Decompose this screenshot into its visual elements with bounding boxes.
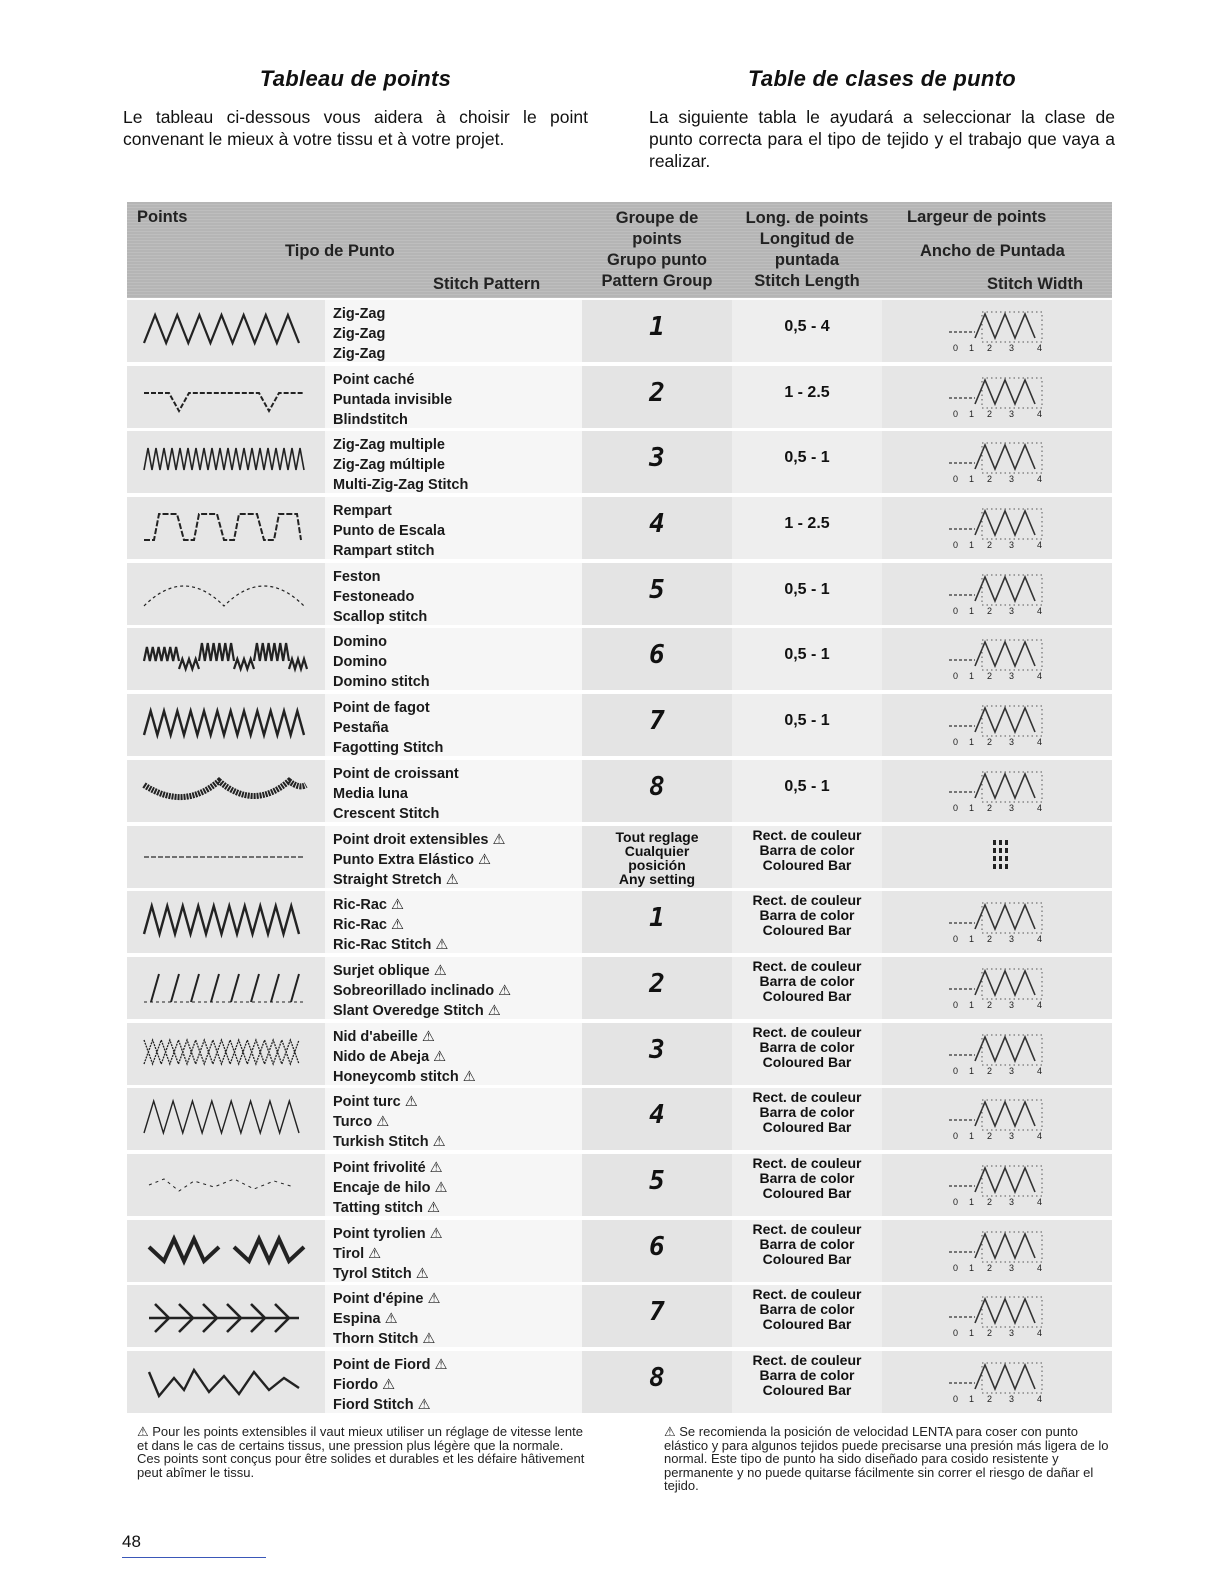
header-group-es: Grupo punto bbox=[607, 251, 707, 269]
pattern-group: 7 bbox=[649, 706, 665, 737]
width-tick-label: 1 bbox=[969, 1196, 975, 1206]
width-tick-label: 3 bbox=[1009, 934, 1015, 944]
stitch-name-fr: Point de croissant bbox=[333, 765, 459, 782]
width-tick-label: 3 bbox=[1009, 737, 1015, 747]
pattern-group: 2 bbox=[649, 377, 665, 408]
stitch-name-fr: Point droit extensibles ⚠ bbox=[333, 831, 506, 848]
stitch-names bbox=[333, 567, 427, 627]
width-tick-label: 4 bbox=[1037, 474, 1043, 484]
stitch-name-en: Rampart stitch bbox=[333, 543, 435, 560]
width-tick-label: 0 bbox=[953, 343, 959, 352]
stitch-length-line: Coloured Bar bbox=[762, 1184, 852, 1201]
multi-zigzag-icon bbox=[139, 438, 309, 482]
stitch-length-line: Barra de color bbox=[759, 1301, 855, 1318]
width-tick-label: 4 bbox=[1037, 1131, 1043, 1141]
stitch-name-es: Puntada invisible bbox=[333, 391, 453, 408]
stitch-names bbox=[333, 830, 506, 890]
stitch-width-diagram-icon bbox=[947, 1096, 1057, 1140]
width-tick-label: 1 bbox=[969, 540, 975, 550]
stitch-length-line: Barra de color bbox=[759, 1169, 855, 1186]
width-tick-label: 0 bbox=[953, 1262, 959, 1272]
stitch-length-line: Rect. de couleur bbox=[752, 1352, 862, 1368]
stitch-length-line: Coloured Bar bbox=[762, 1119, 852, 1136]
blindstitch-icon bbox=[139, 373, 309, 417]
spanish-title: Table de clases de punto bbox=[747, 66, 1016, 91]
header-tipo: Tipo de Punto bbox=[285, 242, 395, 260]
width-tick-label: 4 bbox=[1037, 1328, 1043, 1338]
stitch-name-fr: Zig-Zag multiple bbox=[333, 437, 445, 454]
stitch-length-bar bbox=[732, 893, 882, 938]
stitch-length-line: Coloured Bar bbox=[762, 856, 852, 873]
pattern-group: 6 bbox=[649, 640, 665, 671]
table-row bbox=[127, 561, 1112, 627]
pattern-group: 5 bbox=[649, 1165, 665, 1196]
stitch-length: 0,5 - 1 bbox=[784, 777, 830, 795]
stitch-length-line: Rect. de couleur bbox=[752, 1220, 862, 1237]
crescent-stitch-icon bbox=[139, 767, 309, 811]
stitch-name-fr: Domino bbox=[333, 634, 387, 651]
french-title: Tableau de points bbox=[259, 66, 452, 91]
width-tick-label: 0 bbox=[953, 540, 959, 550]
note-french: ⚠ Pour les points extensibles il vaut mieux utiliser un réglage de vitesse lente et dans le cas de certains tissus, une pression plus légère que la normale. Ces points sont conçus pour être solides et durables et les défaire hâtivement peut abîmer le tissu. bbox=[137, 1424, 585, 1480]
width-tick-label: 3 bbox=[1009, 343, 1015, 352]
width-tick-label: 1 bbox=[969, 802, 975, 812]
width-tick-label: 0 bbox=[953, 474, 959, 484]
table-row bbox=[127, 1218, 1112, 1284]
width-tick-label: 3 bbox=[1009, 474, 1015, 484]
width-tick-label: 1 bbox=[969, 1328, 975, 1338]
stitch-length-line: Coloured Bar bbox=[762, 987, 852, 1004]
stitch-length: 1 - 2.5 bbox=[784, 383, 830, 401]
intro-french bbox=[123, 66, 588, 150]
width-tick-label: 2 bbox=[987, 934, 993, 944]
stitch-length-line: Barra de color bbox=[759, 907, 855, 924]
stitch-width-diagram-icon bbox=[947, 571, 1057, 615]
header-length-es: Longitud de bbox=[759, 230, 855, 248]
stitch-name-fr: Point frivolité ⚠ bbox=[333, 1159, 443, 1176]
pattern-group-any bbox=[582, 830, 732, 886]
width-tick-label: 3 bbox=[1009, 1328, 1015, 1338]
stitch-length-bar bbox=[732, 1025, 882, 1070]
stitch-name-es: Punto Extra Elástico ⚠ bbox=[333, 851, 492, 868]
stitch-length-line: Barra de color bbox=[759, 972, 855, 989]
width-tick-label: 2 bbox=[987, 1328, 993, 1338]
page-number: 48 bbox=[122, 1532, 141, 1551]
width-tick-label: 0 bbox=[953, 737, 959, 747]
table-row bbox=[127, 824, 1112, 890]
pattern-group: 8 bbox=[649, 771, 665, 802]
footer-rule bbox=[122, 1557, 266, 1558]
header-length bbox=[732, 208, 882, 292]
stitch-width-diagram-icon bbox=[947, 1162, 1057, 1206]
stitch-name-es: Encaje de hilo ⚠ bbox=[333, 1179, 448, 1196]
width-tick-label: 0 bbox=[953, 605, 959, 615]
width-tick-label: 1 bbox=[969, 1394, 975, 1403]
stitch-length-line: Coloured Bar bbox=[762, 1382, 852, 1398]
width-tick-label: 3 bbox=[1009, 408, 1015, 418]
width-tick-label: 2 bbox=[987, 802, 993, 812]
turkish-stitch-icon bbox=[139, 1095, 309, 1139]
pattern-group-line: posición bbox=[628, 856, 686, 873]
stitch-name-en: Turkish Stitch ⚠ bbox=[333, 1134, 446, 1151]
table-row bbox=[127, 955, 1112, 1021]
width-tick-label: 2 bbox=[987, 737, 993, 747]
stitch-length-line: Rect. de couleur bbox=[752, 1089, 862, 1106]
stitch-names bbox=[333, 1355, 448, 1415]
table-row bbox=[127, 1152, 1112, 1218]
pattern-group: 3 bbox=[649, 1034, 665, 1065]
stitch-name-fr: Zig-Zag bbox=[333, 306, 386, 322]
width-tick-label: 1 bbox=[969, 343, 975, 352]
width-tick-label: 1 bbox=[969, 1065, 975, 1075]
stitch-width-diagram-icon bbox=[947, 1293, 1057, 1337]
table-row bbox=[127, 364, 1112, 430]
stitch-names bbox=[333, 1027, 476, 1087]
stitch-length-bar bbox=[732, 1287, 882, 1332]
pattern-group: 5 bbox=[649, 574, 665, 605]
thorn-stitch-icon bbox=[139, 1292, 309, 1336]
width-tick-label: 0 bbox=[953, 671, 959, 681]
width-tick-label: 1 bbox=[969, 1262, 975, 1272]
stitch-width-diagram-icon bbox=[947, 636, 1057, 680]
stitch-name-en: Zig-Zag bbox=[333, 346, 386, 362]
stitch-name-en: Slant Overedge Stitch ⚠ bbox=[333, 1002, 501, 1019]
stitch-names bbox=[333, 1289, 440, 1349]
width-tick-label: 2 bbox=[987, 999, 993, 1009]
table-body bbox=[127, 298, 1112, 1415]
width-tick-label: 1 bbox=[969, 934, 975, 944]
width-tick-label: 0 bbox=[953, 1328, 959, 1338]
stitch-width-diagram-icon bbox=[947, 1228, 1057, 1272]
stitch-name-en: Fiord Stitch ⚠ bbox=[333, 1397, 431, 1413]
stitch-length-bar bbox=[732, 959, 882, 1004]
header-group-fr: Groupe de bbox=[615, 209, 699, 227]
stitch-names bbox=[333, 698, 443, 758]
stitch-name-es: Espina ⚠ bbox=[333, 1311, 398, 1328]
width-tick-label: 2 bbox=[987, 408, 993, 418]
width-tick-label: 4 bbox=[1037, 934, 1043, 944]
width-tick-label: 1 bbox=[969, 671, 975, 681]
pattern-group: 1 bbox=[649, 903, 665, 934]
stitch-width-diagram-icon bbox=[947, 702, 1057, 746]
stitch-width-diagram-icon bbox=[947, 1359, 1057, 1403]
straight-stretch-icon bbox=[139, 833, 309, 877]
tyrol-stitch-icon bbox=[139, 1227, 309, 1271]
fagotting-stitch-icon bbox=[139, 701, 309, 745]
stitch-names bbox=[333, 1158, 448, 1218]
stitch-name-es: Turco ⚠ bbox=[333, 1114, 390, 1131]
stitch-length-bar bbox=[732, 1090, 882, 1135]
stitch-name-en: Straight Stretch ⚠ bbox=[333, 871, 459, 888]
table-row bbox=[127, 1086, 1112, 1152]
stitch-width-diagram-icon bbox=[947, 1031, 1057, 1075]
stitch-length-line: Barra de color bbox=[759, 1235, 855, 1252]
stitch-name-es: Domino bbox=[333, 654, 387, 671]
width-tick-label: 4 bbox=[1037, 605, 1043, 615]
stitch-length-bar bbox=[732, 1353, 882, 1398]
width-tick-label: 4 bbox=[1037, 1394, 1043, 1403]
table-row bbox=[127, 626, 1112, 692]
width-tick-label: 2 bbox=[987, 474, 993, 484]
width-tick-label: 1 bbox=[969, 605, 975, 615]
stitch-width-diagram-icon bbox=[947, 899, 1057, 943]
width-tick-label: 2 bbox=[987, 1262, 993, 1272]
stitch-length-line: Barra de color bbox=[759, 1038, 855, 1055]
stitch-length-bar bbox=[732, 1156, 882, 1201]
stitch-name-es: Sobreorillado inclinado ⚠ bbox=[333, 982, 512, 999]
note-spanish: ⚠ Se recomienda la posición de velocidad LENTA para coser con punto elástico y para algunos tejidos puede precisarse una presión más ligera de lo normal. Este tipo de punto ha sido diseñado para cosido resistente y permanente y no puede quitarse fácilmente sin correr el riesgo de dañar el tejido. bbox=[664, 1424, 1109, 1493]
stitch-length: 0,5 - 1 bbox=[784, 449, 830, 467]
width-tick-label: 3 bbox=[1009, 1196, 1015, 1206]
stitch-name-en: Multi-Zig-Zag Stitch bbox=[333, 477, 469, 494]
stitch-name-es: Ric-Rac ⚠ bbox=[333, 917, 405, 934]
width-tick-label: 0 bbox=[953, 999, 959, 1009]
width-tick-label: 0 bbox=[953, 802, 959, 812]
french-intro-text: Le tableau ci-dessous vous aidera à choisir le point convenant le mieux à votre tissu et à votre projet. bbox=[123, 107, 588, 149]
width-tick-label: 2 bbox=[987, 605, 993, 615]
stitch-name-en: Tyrol Stitch ⚠ bbox=[333, 1265, 429, 1282]
width-tick-label: 4 bbox=[1037, 540, 1043, 550]
pattern-group: 4 bbox=[649, 509, 665, 540]
width-tick-label: 4 bbox=[1037, 1196, 1043, 1206]
width-tick-label: 1 bbox=[969, 474, 975, 484]
pattern-group: 6 bbox=[649, 1231, 665, 1262]
table-row bbox=[127, 692, 1112, 758]
header-length-es-2: puntada bbox=[774, 251, 840, 269]
stitch-length-line: Coloured Bar bbox=[762, 1316, 852, 1333]
stitch-length-bar bbox=[732, 828, 882, 873]
width-tick-label: 0 bbox=[953, 934, 959, 944]
tatting-stitch-icon bbox=[139, 1161, 309, 1205]
header-length-en: Stitch Length bbox=[754, 272, 860, 290]
stitch-length-line: Coloured Bar bbox=[762, 922, 852, 939]
width-tick-label: 2 bbox=[987, 1065, 993, 1075]
stitch-name-fr: Point caché bbox=[333, 371, 415, 388]
header-points: Points bbox=[137, 208, 188, 226]
stitch-name-en: Fagotting Stitch bbox=[333, 740, 444, 757]
stitch-length-line: Rect. de couleur bbox=[752, 957, 862, 974]
stitch-table bbox=[127, 202, 1112, 1415]
width-tick-label: 0 bbox=[953, 1131, 959, 1141]
stitch-length: 0,5 - 1 bbox=[784, 712, 830, 730]
stitch-names bbox=[333, 632, 430, 692]
table-row bbox=[127, 758, 1112, 824]
intro-spanish bbox=[649, 66, 1115, 172]
stitch-name-es: Nido de Abeja ⚠ bbox=[333, 1048, 447, 1065]
width-tick-label: 4 bbox=[1037, 671, 1043, 681]
width-tick-label: 3 bbox=[1009, 671, 1015, 681]
width-tick-label: 3 bbox=[1009, 1131, 1015, 1141]
stitch-name-fr: Nid d'abeille ⚠ bbox=[333, 1028, 435, 1045]
width-tick-label: 3 bbox=[1009, 802, 1015, 812]
width-tick-label: 2 bbox=[987, 1196, 993, 1206]
width-tick-label: 2 bbox=[987, 1394, 993, 1403]
stitch-names bbox=[333, 1224, 443, 1284]
ric-rac-icon bbox=[139, 898, 309, 942]
stitch-width-diagram-icon bbox=[947, 505, 1057, 549]
stitch-width-diagram-icon bbox=[947, 374, 1057, 418]
stitch-names bbox=[333, 304, 385, 364]
pattern-group: 3 bbox=[649, 443, 665, 474]
table-row bbox=[127, 495, 1112, 561]
stitch-names bbox=[333, 1092, 446, 1152]
stitch-name-fr: Rempart bbox=[333, 503, 392, 520]
table-row bbox=[127, 1283, 1112, 1349]
table-row bbox=[127, 1349, 1112, 1415]
stitch-name-fr: Point tyrolien ⚠ bbox=[333, 1225, 443, 1242]
header-width-es: Ancho de Puntada bbox=[920, 242, 1065, 260]
stitch-names bbox=[333, 961, 511, 1021]
width-tick-label: 4 bbox=[1037, 1065, 1043, 1075]
width-tick-label: 2 bbox=[987, 671, 993, 681]
width-tick-label: 2 bbox=[987, 1131, 993, 1141]
width-tick-label: 1 bbox=[969, 999, 975, 1009]
stitch-name-fr: Point turc ⚠ bbox=[333, 1094, 418, 1111]
stitch-length-line: Rect. de couleur bbox=[752, 1286, 862, 1303]
stitch-name-fr: Ric-Rac ⚠ bbox=[333, 897, 405, 914]
width-tick-label: 0 bbox=[953, 1196, 959, 1206]
header-stitch-pattern: Stitch Pattern bbox=[433, 275, 541, 293]
stitch-length-line: Coloured Bar bbox=[762, 1250, 852, 1267]
stitch-name-en: Honeycomb stitch ⚠ bbox=[333, 1068, 476, 1085]
width-tick-label: 1 bbox=[969, 737, 975, 747]
stitch-length-line: Rect. de couleur bbox=[752, 826, 862, 843]
stitch-names bbox=[333, 895, 448, 955]
stitch-name-en: Thorn Stitch ⚠ bbox=[333, 1331, 436, 1348]
stitch-length-bar bbox=[732, 1222, 882, 1267]
stitch-name-es: Tirol ⚠ bbox=[333, 1245, 382, 1262]
pattern-group: 8 bbox=[649, 1363, 665, 1393]
stitch-length-line: Rect. de couleur bbox=[752, 892, 862, 909]
table-row bbox=[127, 1021, 1112, 1087]
stitch-name-fr: Point de Fiord ⚠ bbox=[333, 1357, 448, 1373]
spanish-intro-text: La siguiente tabla le ayudará a seleccionar la clase de punto correcta para el tipo de tejido y el trabajo que vaya a realizar. bbox=[649, 107, 1115, 171]
width-tick-label: 0 bbox=[953, 408, 959, 418]
stitch-name-en: Ric-Rac Stitch ⚠ bbox=[333, 937, 449, 954]
stitch-name-en: Scallop stitch bbox=[333, 608, 428, 625]
width-tick-label: 4 bbox=[1037, 1262, 1043, 1272]
stitch-width-bar-icon bbox=[947, 834, 1057, 878]
stitch-length-line: Barra de color bbox=[759, 1104, 855, 1121]
stitch-names bbox=[333, 435, 468, 495]
header-group-fr-2: points bbox=[632, 230, 682, 248]
width-tick-label: 4 bbox=[1037, 343, 1043, 352]
stitch-name-es: Festoneado bbox=[333, 588, 415, 605]
slant-overedge-icon bbox=[139, 964, 309, 1008]
pattern-group-line: Tout reglage bbox=[615, 828, 699, 845]
stitch-name-es: Fiordo ⚠ bbox=[333, 1377, 396, 1393]
width-tick-label: 4 bbox=[1037, 999, 1043, 1009]
stitch-width-diagram-icon bbox=[947, 965, 1057, 1009]
pattern-group: 2 bbox=[649, 968, 665, 999]
stitch-name-fr: Point d'épine ⚠ bbox=[333, 1291, 441, 1308]
header-length-fr: Long. de points bbox=[745, 209, 869, 227]
pattern-group: 4 bbox=[649, 1100, 665, 1131]
stitch-name-en: Crescent Stitch bbox=[333, 805, 440, 822]
width-tick-label: 2 bbox=[987, 540, 993, 550]
width-tick-label: 3 bbox=[1009, 1065, 1015, 1075]
table-row bbox=[127, 298, 1112, 364]
fiord-stitch-icon bbox=[139, 1358, 309, 1402]
stitch-width-diagram-icon bbox=[947, 768, 1057, 812]
width-tick-label: 3 bbox=[1009, 1394, 1015, 1403]
table-header bbox=[127, 202, 1112, 298]
header-group bbox=[582, 208, 732, 292]
stitch-names bbox=[333, 764, 459, 824]
stitch-name-en: Tatting stitch ⚠ bbox=[333, 1199, 440, 1216]
stitch-name-es: Media luna bbox=[333, 785, 408, 802]
stitch-length-line: Coloured Bar bbox=[762, 1053, 852, 1070]
width-tick-label: 4 bbox=[1037, 408, 1043, 418]
header-width-en: Stitch Width bbox=[987, 275, 1084, 293]
stitch-name-es: Zig-Zag bbox=[333, 326, 386, 342]
domino-stitch-icon bbox=[139, 635, 309, 679]
pattern-group: 1 bbox=[649, 312, 665, 342]
width-tick-label: 0 bbox=[953, 1394, 959, 1403]
honeycomb-stitch-icon bbox=[139, 1030, 309, 1074]
pattern-group-line: Any setting bbox=[618, 870, 696, 887]
stitch-length-line: Rect. de couleur bbox=[752, 1154, 862, 1171]
pattern-group-line: Cualquier bbox=[624, 842, 690, 859]
width-tick-label: 3 bbox=[1009, 999, 1015, 1009]
width-tick-label: 3 bbox=[1009, 540, 1015, 550]
stitch-name-es: Zig-Zag múltiple bbox=[333, 457, 445, 474]
stitch-length: 0,5 - 4 bbox=[784, 318, 830, 335]
width-tick-label: 3 bbox=[1009, 605, 1015, 615]
stitch-name-en: Blindstitch bbox=[333, 411, 408, 428]
width-tick-label: 4 bbox=[1037, 802, 1043, 812]
stitch-name-es: Punto de Escala bbox=[333, 523, 446, 540]
stitch-name-es: Pestaña bbox=[333, 720, 389, 737]
stitch-name-fr: Point de fagot bbox=[333, 700, 430, 717]
stitch-names bbox=[333, 501, 445, 561]
stitch-name-fr: Surjet oblique ⚠ bbox=[333, 962, 447, 979]
stitch-names bbox=[333, 370, 452, 430]
width-tick-label: 2 bbox=[987, 343, 993, 352]
stitch-length-line: Rect. de couleur bbox=[752, 1023, 862, 1040]
stitch-length: 0,5 - 1 bbox=[784, 580, 830, 598]
rampart-stitch-icon bbox=[139, 504, 309, 548]
width-tick-label: 3 bbox=[1009, 1262, 1015, 1272]
stitch-length-line: Barra de color bbox=[759, 841, 855, 858]
zigzag-stitch-icon bbox=[139, 307, 309, 351]
stitch-name-en: Domino stitch bbox=[333, 674, 430, 691]
width-tick-label: 1 bbox=[969, 1131, 975, 1141]
width-tick-label: 0 bbox=[953, 1065, 959, 1075]
width-tick-label: 4 bbox=[1037, 737, 1043, 747]
width-tick-label: 1 bbox=[969, 408, 975, 418]
stitch-name-fr: Feston bbox=[333, 568, 381, 585]
table-row bbox=[127, 429, 1112, 495]
stitch-length: 0,5 - 1 bbox=[784, 646, 830, 664]
header-group-en: Pattern Group bbox=[601, 272, 713, 290]
scallop-stitch-icon bbox=[139, 570, 309, 614]
stitch-width-diagram-icon bbox=[947, 308, 1057, 352]
table-row bbox=[127, 889, 1112, 955]
pattern-group: 7 bbox=[649, 1297, 665, 1328]
stitch-length-line: Barra de color bbox=[759, 1367, 855, 1383]
stitch-width-diagram-icon bbox=[947, 439, 1057, 483]
stitch-length: 1 - 2.5 bbox=[784, 515, 830, 533]
header-width-fr: Largeur de points bbox=[907, 208, 1047, 226]
